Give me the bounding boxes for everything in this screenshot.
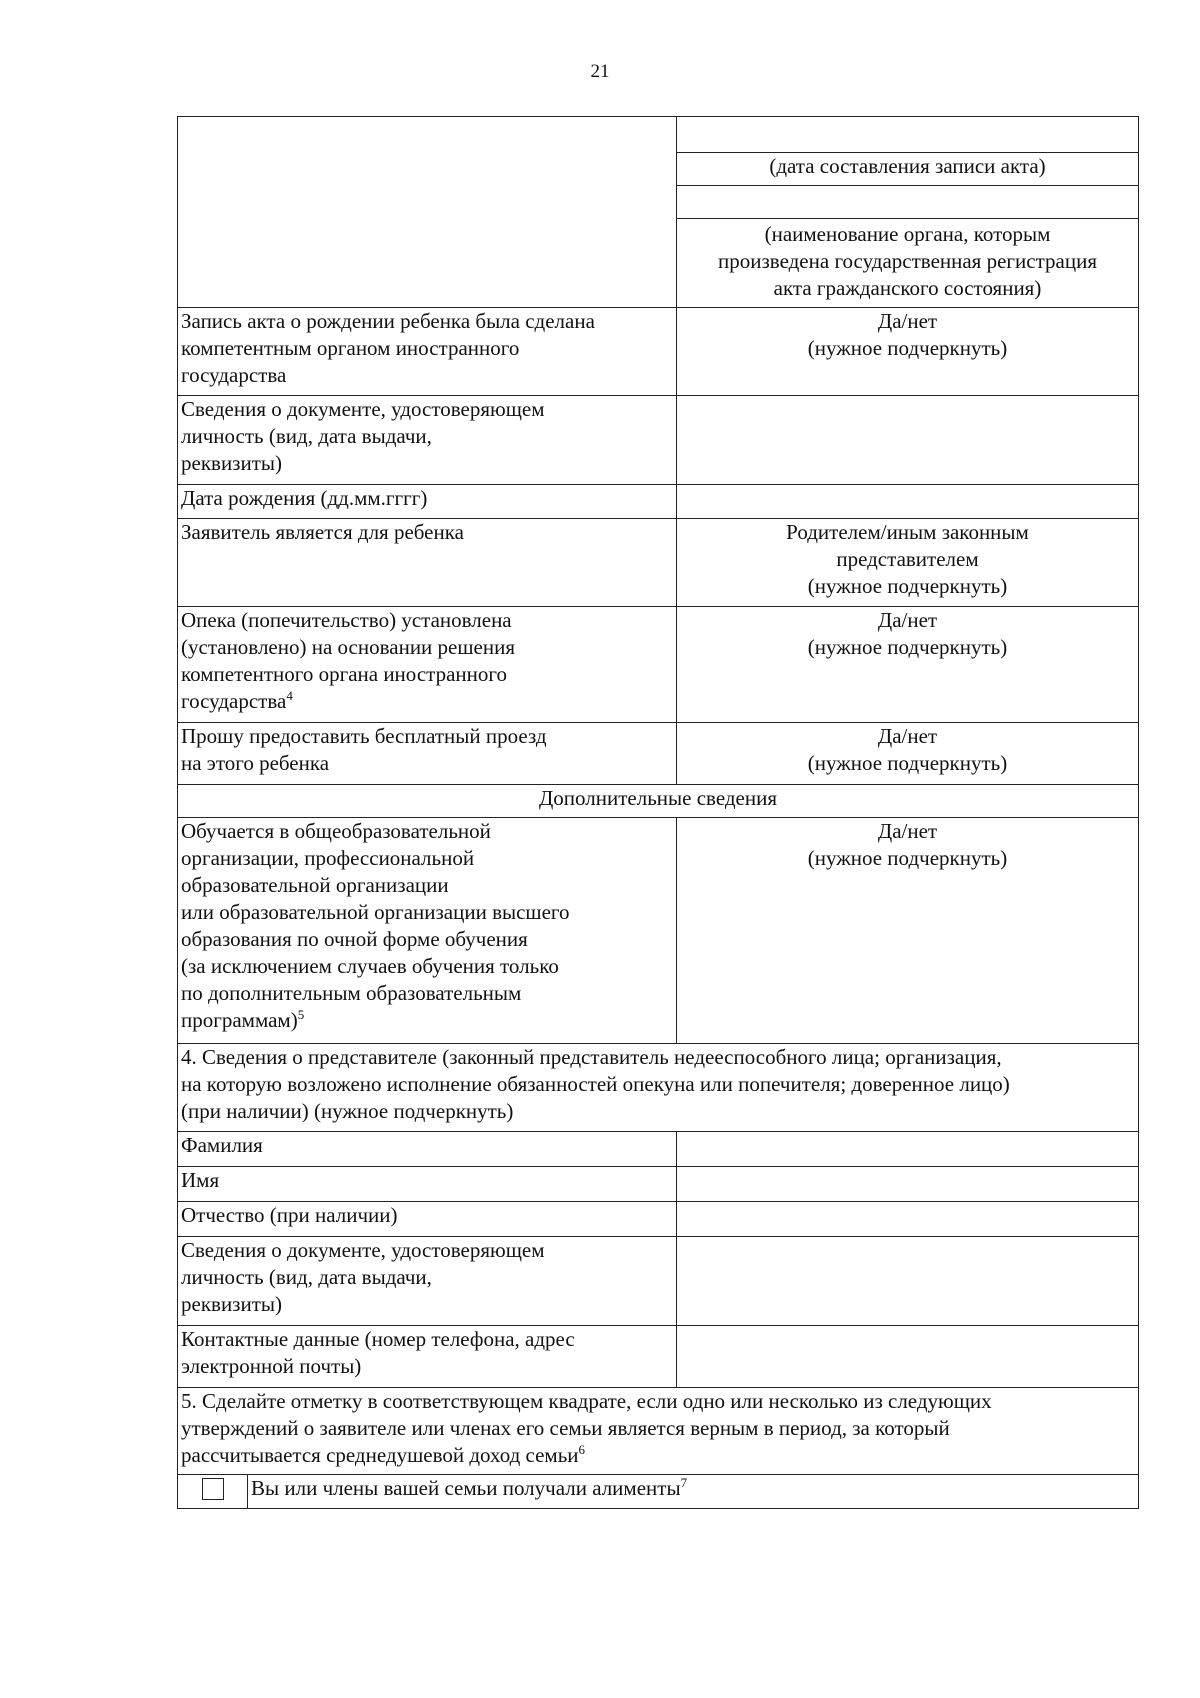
alimony-label-text: Вы или члены вашей семьи получали алименты [251, 1476, 681, 1500]
authority-name-field[interactable] [677, 186, 1139, 219]
alimony-checkbox-cell [178, 1475, 248, 1509]
guardianship-label [178, 607, 677, 723]
rep-surname-field[interactable] [677, 1132, 1139, 1167]
rep-contacts-field[interactable] [677, 1326, 1139, 1388]
section-4-title: 4. Сведения о представителе (законный представитель недееспособного лица; организация, на которую возложено исполнение обязанностей опекуна или попечителя; доверенное лицо) (при наличии) (нужное подчеркнуть) [178, 1044, 1139, 1132]
rep-contacts-label: Контактные данные (номер телефона, адрес электронной почты) [178, 1326, 677, 1388]
applicant-role-label: Заявитель является для ребенка [178, 519, 677, 607]
section-5-title [178, 1388, 1139, 1475]
education-label-text: Обучается в общеобразовательной организации, профессиональной образовательной организации или образовательной организации высшего образования по очной форме обучения (за исключением случаев обучения только по дополнительным образовательным программам) [181, 819, 570, 1032]
child-id-document-label: Сведения о документе, удостоверяющем личность (вид, дата выдачи, реквизиты) [178, 396, 677, 485]
rep-name-field[interactable] [677, 1167, 1139, 1202]
footnote-5: 5 [297, 1007, 305, 1022]
alimony-label [248, 1475, 1139, 1509]
footnote-6: 6 [578, 1442, 586, 1457]
child-id-document-field[interactable] [677, 396, 1139, 485]
applicant-role-value[interactable]: Родителем/иным законным представителем (нужное подчеркнуть) [677, 519, 1139, 607]
page-number: 21 [590, 61, 610, 82]
birth-date-label: Дата рождения (дд.мм.гггг) [178, 485, 677, 519]
guardianship-label-text: Опека (попечительство) установлена (установлено) на основании решения компетентного органа иностранного государства [181, 608, 515, 713]
rep-patronymic-label: Отчество (при наличии) [178, 1202, 677, 1237]
education-label [178, 818, 677, 1044]
free-travel-value[interactable]: Да/нет (нужное подчеркнуть) [677, 723, 1139, 785]
rep-surname-label: Фамилия [178, 1132, 677, 1167]
rep-patronymic-field[interactable] [677, 1202, 1139, 1237]
footnote-7: 7 [680, 1475, 688, 1490]
free-travel-label: Прошу предоставить бесплатный проезд на этого ребенка [178, 723, 677, 785]
foreign-record-value[interactable]: Да/нет (нужное подчеркнуть) [677, 308, 1139, 396]
rep-name-label: Имя [178, 1167, 677, 1202]
empty-left-cell [178, 117, 677, 308]
guardianship-value[interactable]: Да/нет (нужное подчеркнуть) [677, 607, 1139, 723]
record-date-field[interactable] [677, 117, 1139, 153]
footnote-4: 4 [286, 688, 293, 703]
application-form-table [177, 116, 1139, 1509]
foreign-record-label: Запись акта о рождении ребенка была сделана компетентным органом иностранного государства [178, 308, 677, 396]
birth-date-field[interactable] [677, 485, 1139, 519]
rep-id-document-label: Сведения о документе, удостоверяющем личность (вид, дата выдачи, реквизиты) [178, 1237, 677, 1326]
rep-id-document-field[interactable] [677, 1237, 1139, 1326]
section-5-title-text: 5. Сделайте отметку в соответствующем квадрате, если одно или несколько из следующих утверждений о заявителе или членах его семьи является верным в период, за который рассчитывается среднедушевой доход семьи [181, 1389, 992, 1467]
alimony-checkbox[interactable] [202, 1478, 224, 1500]
record-date-caption: (дата составления записи акта) [677, 153, 1139, 186]
additional-info-header: Дополнительные сведения [178, 785, 1139, 818]
authority-name-caption: (наименование органа, которым произведена государственная регистрация акта гражданского состояния) [677, 219, 1139, 308]
education-value[interactable]: Да/нет (нужное подчеркнуть) [677, 818, 1139, 1044]
